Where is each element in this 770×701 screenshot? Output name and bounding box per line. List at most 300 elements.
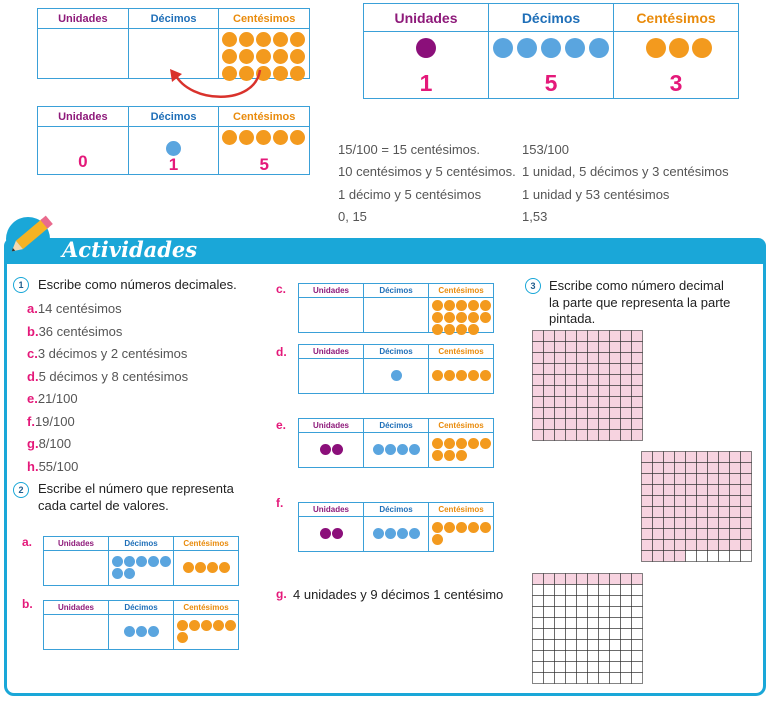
grid-cell <box>741 496 752 507</box>
grid-cell <box>599 430 610 441</box>
grid-cell <box>653 474 664 485</box>
orange-dot <box>456 370 467 381</box>
grid-cell <box>730 518 741 529</box>
grid-cell <box>610 353 621 364</box>
header-decimos: Décimos <box>364 419 429 432</box>
grid-cell <box>566 386 577 397</box>
grid-cell <box>599 364 610 375</box>
grid-cell <box>621 673 632 684</box>
cell-unidades <box>38 29 129 78</box>
grid-cell <box>566 662 577 673</box>
grid-cell <box>621 662 632 673</box>
grid-cell <box>621 640 632 651</box>
grid-cell <box>555 651 566 662</box>
blue-dot <box>124 626 135 637</box>
cell-decimos <box>489 32 614 98</box>
header-decimos: Décimos <box>129 107 220 126</box>
grid-cell <box>741 507 752 518</box>
orange-dot <box>468 300 479 311</box>
grid-cell <box>621 607 632 618</box>
grid-cell <box>653 540 664 551</box>
grid-cell <box>664 496 675 507</box>
grid-cell <box>588 607 599 618</box>
q1-text: Escribe como números decimales. <box>38 277 237 292</box>
orange-dot <box>468 438 479 449</box>
grid-cell <box>653 463 664 474</box>
grid-cell <box>719 452 730 463</box>
orange-dot <box>432 300 443 311</box>
q1-item <box>27 346 187 361</box>
grid-cell <box>588 397 599 408</box>
header-decimos: Décimos <box>129 9 220 28</box>
header-unidades: Unidades <box>299 419 364 432</box>
item-letter: c. <box>27 346 38 361</box>
orange-dot <box>219 562 230 573</box>
grid-cell <box>588 364 599 375</box>
cell-c <box>429 517 493 551</box>
cell-c <box>174 615 238 649</box>
blue-dot <box>517 38 537 58</box>
header-unidades: Unidades <box>38 9 129 28</box>
grid-cell <box>533 662 544 673</box>
grid-cell <box>577 629 588 640</box>
grid-cell <box>544 375 555 386</box>
grid-cell <box>566 607 577 618</box>
grid-cell <box>730 551 741 562</box>
cell-d <box>364 433 429 467</box>
grid-cell <box>533 640 544 651</box>
grid-cell <box>653 529 664 540</box>
grid-cell <box>675 507 686 518</box>
cell-d <box>364 517 429 551</box>
grid-cell <box>533 364 544 375</box>
grid-cell <box>577 364 588 375</box>
grid-cell <box>610 386 621 397</box>
grid-cell <box>719 463 730 474</box>
grid-cell <box>533 386 544 397</box>
grid-cell <box>566 342 577 353</box>
grid-cell <box>566 640 577 651</box>
grid-cell <box>675 529 686 540</box>
grid-cell <box>697 496 708 507</box>
grid-cell <box>664 485 675 496</box>
grid-cell <box>632 430 643 441</box>
blue-dot <box>409 444 420 455</box>
grid-cell <box>577 353 588 364</box>
header-unidades: Unidades <box>44 601 109 614</box>
grid-cell <box>632 397 643 408</box>
grid-cell <box>621 342 632 353</box>
purple-dot <box>320 444 331 455</box>
grid-cell <box>577 375 588 386</box>
grid-cell <box>577 607 588 618</box>
grid-cell <box>599 607 610 618</box>
grid-cell <box>621 408 632 419</box>
grid-cell <box>708 551 719 562</box>
header-unidades: Unidades <box>364 4 489 31</box>
grid-cell <box>599 419 610 430</box>
grid-cell <box>719 507 730 518</box>
grid-cell <box>675 474 686 485</box>
orange-dot <box>290 49 305 64</box>
q3-text-line3: pintada. <box>549 311 596 326</box>
orange-dot <box>480 522 491 533</box>
grid-cell <box>588 331 599 342</box>
blue-dot <box>409 528 420 539</box>
grid-cell <box>544 651 555 662</box>
grid-cell <box>555 574 566 585</box>
grid-cell <box>610 607 621 618</box>
grid-cell <box>610 585 621 596</box>
grid-cell <box>632 651 643 662</box>
orange-dot <box>207 562 218 573</box>
blue-dot <box>397 528 408 539</box>
grid-cell <box>621 651 632 662</box>
grid-cell <box>664 507 675 518</box>
header-unidades: Unidades <box>299 503 364 516</box>
grid-cell <box>544 397 555 408</box>
grid-cell <box>577 408 588 419</box>
digit-centesimos: 3 <box>669 70 683 96</box>
grid-cell <box>555 607 566 618</box>
cell-decimos <box>129 127 220 174</box>
activities-title: Actividades <box>62 237 198 262</box>
grid-cell <box>544 618 555 629</box>
grid-cell <box>642 496 653 507</box>
grid-cell <box>621 375 632 386</box>
header-unidades: Unidades <box>44 537 109 550</box>
orange-dot <box>646 38 666 58</box>
grid-cell <box>577 662 588 673</box>
grid-cell <box>533 419 544 430</box>
orange-dot <box>468 312 479 323</box>
grid-cell <box>610 629 621 640</box>
grid-cell <box>741 463 752 474</box>
grid-cell <box>632 607 643 618</box>
grid-cell <box>544 430 555 441</box>
hundred-grid-2 <box>641 451 752 562</box>
grid-cell <box>566 331 577 342</box>
orange-dot <box>256 32 271 47</box>
q1-item <box>27 301 122 316</box>
grid-cell <box>555 353 566 364</box>
grid-cell <box>588 342 599 353</box>
cell-u <box>299 517 364 551</box>
item-text: 55/100 <box>38 458 79 474</box>
grid-cell <box>632 585 643 596</box>
header-centesimos: Centésimos <box>438 347 484 356</box>
grid-cell <box>653 507 664 518</box>
grid-cell <box>599 629 610 640</box>
grid-cell <box>588 640 599 651</box>
grid-cell <box>632 618 643 629</box>
grid-cell <box>533 618 544 629</box>
grid-cell <box>708 507 719 518</box>
orange-dot <box>456 438 467 449</box>
grid-cell <box>632 386 643 397</box>
header-decimos: Décimos <box>109 537 174 550</box>
header-decimos: Décimos <box>364 503 429 516</box>
grid-cell <box>577 640 588 651</box>
grid-cell <box>686 496 697 507</box>
grid-cell <box>544 331 555 342</box>
grid-cell <box>610 331 621 342</box>
grid-cell <box>730 452 741 463</box>
grid-cell <box>730 529 741 540</box>
grid-cell <box>621 397 632 408</box>
note-right-1: 153/100 <box>522 142 569 157</box>
grid-cell <box>675 518 686 529</box>
blue-dot <box>493 38 513 58</box>
label-f: f. <box>276 496 284 510</box>
grid-cell <box>533 585 544 596</box>
grid-cell <box>566 397 577 408</box>
table-top-right <box>363 3 739 99</box>
grid-cell <box>555 640 566 651</box>
orange-dot <box>177 632 188 643</box>
grid-cell <box>708 496 719 507</box>
grid-cell <box>588 673 599 684</box>
grid-cell <box>610 342 621 353</box>
grid-cell <box>621 629 632 640</box>
grid-cell <box>566 585 577 596</box>
note-right-3: 1 unidad y 53 centésimos <box>522 187 670 202</box>
pencil-icon <box>2 205 62 263</box>
header-centesimos: Centésimos <box>636 9 716 26</box>
orange-dot <box>256 49 271 64</box>
digit-decimos: 5 <box>544 70 558 96</box>
orange-dot <box>225 620 236 631</box>
grid-cell <box>697 551 708 562</box>
grid-cell <box>599 408 610 419</box>
header-centesimos: Centésimos <box>233 110 296 123</box>
grid-cell <box>555 419 566 430</box>
blue-dot <box>589 38 609 58</box>
grid-cell <box>632 375 643 386</box>
q2-text-line1: Escribe el número que representa <box>38 481 234 496</box>
grid-cell <box>741 518 752 529</box>
grid-cell <box>555 386 566 397</box>
grid-cell <box>664 474 675 485</box>
grid-cell <box>610 651 621 662</box>
grid-cell <box>544 629 555 640</box>
orange-dot <box>290 66 305 81</box>
purple-dot <box>320 528 331 539</box>
grid-cell <box>675 540 686 551</box>
grid-cell <box>588 430 599 441</box>
grid-cell <box>599 596 610 607</box>
grid-cell <box>653 518 664 529</box>
grid-cell <box>653 485 664 496</box>
grid-cell <box>741 452 752 463</box>
q1-item <box>27 369 188 384</box>
grid-cell <box>730 474 741 485</box>
grid-cell <box>599 585 610 596</box>
grid-cell <box>719 496 730 507</box>
grid-cell <box>533 397 544 408</box>
grid-cell <box>555 596 566 607</box>
grid-cell <box>708 529 719 540</box>
grid-cell <box>708 463 719 474</box>
blue-dot <box>160 556 171 567</box>
note-left-4: 0, 15 <box>338 209 367 224</box>
cell-u <box>299 298 364 332</box>
orange-dot <box>432 324 443 335</box>
grid-cell <box>577 651 588 662</box>
q1-item <box>27 414 75 429</box>
table-activity-c <box>298 283 494 333</box>
grid-cell <box>544 673 555 684</box>
orange-dot <box>692 38 712 58</box>
grid-cell <box>610 662 621 673</box>
orange-dot <box>195 562 206 573</box>
purple-dot <box>332 528 343 539</box>
grid-cell <box>566 375 577 386</box>
orange-dot <box>273 32 288 47</box>
grid-cell <box>741 551 752 562</box>
grid-cell <box>697 452 708 463</box>
grid-cell <box>577 430 588 441</box>
grid-cell <box>610 408 621 419</box>
grid-cell <box>610 419 621 430</box>
q3-text-line2: la parte que representa la parte <box>549 295 731 310</box>
grid-cell <box>555 629 566 640</box>
label-b: b. <box>22 597 33 611</box>
grid-cell <box>577 331 588 342</box>
orange-dot <box>432 370 443 381</box>
grid-cell <box>588 629 599 640</box>
orange-dot <box>432 438 443 449</box>
grid-cell <box>555 585 566 596</box>
grid-cell <box>708 474 719 485</box>
cell-c <box>429 359 493 393</box>
digit-decimos: 1 <box>168 155 179 174</box>
grid-cell <box>577 419 588 430</box>
grid-cell <box>719 485 730 496</box>
grid-cell <box>544 353 555 364</box>
label-c: c. <box>276 282 287 296</box>
q3-text-line1: Escribe como número decimal <box>549 278 724 293</box>
grid-cell <box>533 673 544 684</box>
grid-cell <box>632 353 643 364</box>
cell-c <box>429 433 493 467</box>
orange-dot <box>480 312 491 323</box>
cell-unidades <box>364 32 489 98</box>
grid-cell <box>730 496 741 507</box>
orange-dot <box>432 312 443 323</box>
grid-cell <box>610 397 621 408</box>
blue-dot <box>373 444 384 455</box>
grid-cell <box>686 485 697 496</box>
table-activity-e <box>298 418 494 468</box>
label-d: d. <box>276 345 287 359</box>
grid-cell <box>544 574 555 585</box>
grid-cell <box>632 574 643 585</box>
cell-centesimos <box>614 32 738 98</box>
orange-dot <box>669 38 689 58</box>
orange-dot <box>480 370 491 381</box>
grid-cell <box>533 607 544 618</box>
grid-cell <box>632 419 643 430</box>
grid-cell <box>686 518 697 529</box>
orange-dot <box>444 438 455 449</box>
orange-dot <box>456 324 467 335</box>
grid-cell <box>730 540 741 551</box>
table-activity-f <box>298 502 494 552</box>
grid-cell <box>686 452 697 463</box>
blue-dot <box>385 528 396 539</box>
grid-cell <box>621 353 632 364</box>
grid-cell <box>533 651 544 662</box>
orange-dot <box>444 370 455 381</box>
grid-cell <box>632 364 643 375</box>
grid-cell <box>533 430 544 441</box>
orange-dot <box>273 66 288 81</box>
grid-cell <box>632 331 643 342</box>
grid-cell <box>555 662 566 673</box>
grid-cell <box>697 540 708 551</box>
grid-cell <box>610 618 621 629</box>
grid-cell <box>566 408 577 419</box>
blue-dot <box>148 556 159 567</box>
grid-cell <box>686 474 697 485</box>
grid-cell <box>675 452 686 463</box>
table-activity-a <box>43 536 239 586</box>
grid-cell <box>577 342 588 353</box>
grid-cell <box>621 386 632 397</box>
orange-dot <box>444 450 455 461</box>
grid-cell <box>697 474 708 485</box>
blue-dot <box>565 38 585 58</box>
grid-cell <box>555 375 566 386</box>
label-a: a. <box>22 535 33 549</box>
orange-dot <box>456 450 467 461</box>
grid-cell <box>533 375 544 386</box>
grid-cell <box>588 574 599 585</box>
grid-cell <box>588 618 599 629</box>
blue-dot <box>148 626 159 637</box>
blue-dot <box>112 556 123 567</box>
grid-cell <box>719 551 730 562</box>
grid-cell <box>610 574 621 585</box>
cell-c <box>429 298 493 332</box>
grid-cell <box>664 529 675 540</box>
note-left-2: 10 centésimos y 5 centésimos. <box>338 164 516 179</box>
grid-cell <box>610 673 621 684</box>
grid-cell <box>632 629 643 640</box>
header-centesimos: Centésimos <box>233 12 296 25</box>
grid-cell <box>599 342 610 353</box>
cell-d <box>109 615 174 649</box>
grid-cell <box>577 585 588 596</box>
item-text: 19/100 <box>34 413 75 429</box>
grid-cell <box>675 463 686 474</box>
cell-c <box>174 551 238 585</box>
grid-cell <box>621 618 632 629</box>
grid-cell <box>632 342 643 353</box>
grid-cell <box>544 585 555 596</box>
grid-cell <box>555 364 566 375</box>
grid-cell <box>642 452 653 463</box>
orange-dot <box>183 562 194 573</box>
grid-cell <box>599 331 610 342</box>
note-left-1: 15/100 = 15 centésimos. <box>338 142 481 157</box>
grid-cell <box>577 596 588 607</box>
grid-cell <box>664 463 675 474</box>
grid-cell <box>588 585 599 596</box>
grid-cell <box>730 507 741 518</box>
orange-dot <box>189 620 200 631</box>
